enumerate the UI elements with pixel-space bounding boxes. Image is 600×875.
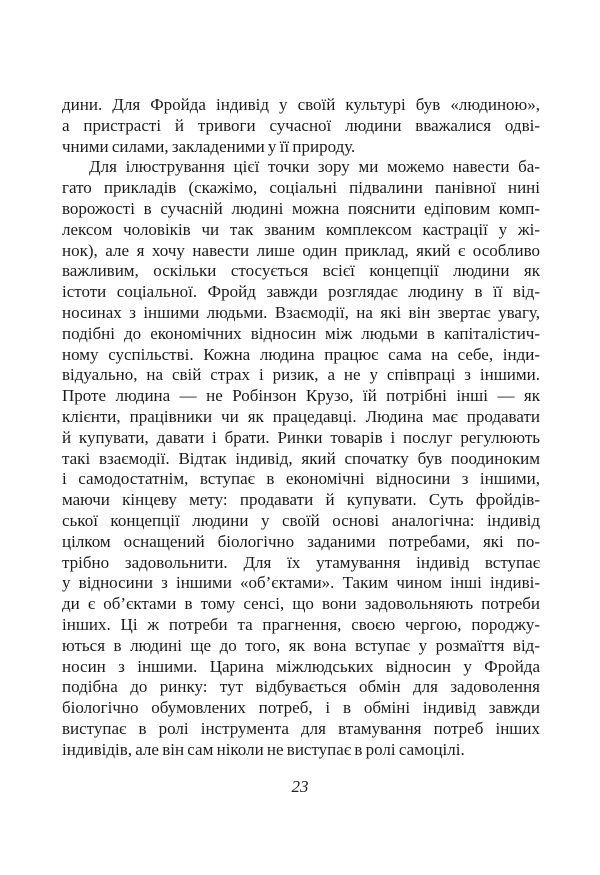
- text-line: трібно задовольнити. Для їх утамування індивід вступає: [62, 552, 540, 572]
- text-line: інших. Ці ж потреби та прагнення, своєю чергою, породжу-: [62, 614, 540, 634]
- text-line: ської концепції людини у своїй основі аналогічна: індивід: [62, 510, 540, 530]
- paragraph: [62, 95, 540, 157]
- text-line: носин з іншими. Царина міжлюдських відносин у Фройда: [62, 656, 540, 676]
- text-line: й купувати, давати і брати. Ринки товарів і послуг регулюють: [62, 427, 540, 447]
- text-line: ному суспільстві. Кожна людина працює сама на себе, інди-: [62, 344, 540, 364]
- text-line: ди є об’єктами в тому сенсі, що вони задовольняють потреби: [62, 594, 540, 614]
- text-line: відуально, на свій страх і ризик, а не у співпраці з іншими.: [62, 365, 540, 385]
- text-line: носинах з іншими людьми. Взаємодії, на які він звертає увагу,: [62, 302, 540, 322]
- text-line: подібні до економічних відносин між людьми в капіталістич-: [62, 323, 540, 343]
- text-line: лексом чоловіків чи так званим комплексом кастрації у жі-: [62, 219, 540, 239]
- text-line: а пристрасті й тривоги сучасної людини вважалися одві-: [62, 115, 540, 135]
- text-line: важливим, оскільки стосується всієї концепції людини як: [62, 261, 540, 281]
- text-line: такі взаємодії. Відтак індивід, який спочатку був поодиноким: [62, 448, 540, 468]
- text-line: виступає в ролі інструмента для втамування потреб інших: [62, 718, 540, 738]
- text-line: маючи кінцеву мету: продавати й купувати. Суть фройдів-: [62, 490, 540, 510]
- text-line: дини. Для Фройда індивід у своїй культурі був «людиною»,: [62, 95, 540, 114]
- paragraph: [62, 157, 540, 760]
- text-line: ються в людині ще до того, як вона вступає у розмаїття від-: [62, 635, 540, 655]
- text-line: клієнти, працівники чи як працедавці. Людина має продавати: [62, 406, 540, 426]
- text-line: біологічно обумовлених потреб, і в обміні індивід завжди: [62, 698, 540, 718]
- text-line: у відносини з іншими «об’єктами». Таким чином інші індиві-: [62, 573, 540, 593]
- text-line: чними силами, закладеними у її природу.: [62, 136, 356, 156]
- text-line: і самодостатнім, вступає в економічні відносини з іншими,: [62, 469, 540, 489]
- text-line: нок), але я хочу навести лише один приклад, який є особливо: [62, 240, 540, 260]
- text-line: істоти соціальної. Фройд завжди розглядає людину в її від-: [62, 282, 540, 302]
- text-line: Для ілюстрування цієї точки зору ми можемо навести ба-: [89, 157, 540, 177]
- text-line: Проте людина — не Робінзон Крузо, їй потрібні інші — як: [62, 386, 540, 406]
- text-line: цілком оснащений біологічно заданими потребами, які по-: [62, 531, 540, 551]
- text-line: подібна до ринку: тут відбувається обмін для задоволення: [62, 677, 540, 697]
- body-text: [62, 95, 540, 761]
- text-line: ворожості в сучасній людині можна пояснити едіповим комп-: [62, 198, 540, 218]
- page-number: 23: [291, 777, 309, 796]
- text-line: індивідів, але він сам ніколи не виступає в ролі самоцілі.: [62, 739, 465, 759]
- text-line: гато прикладів (скажімо, соціальні підвалини панівної нині: [62, 178, 540, 198]
